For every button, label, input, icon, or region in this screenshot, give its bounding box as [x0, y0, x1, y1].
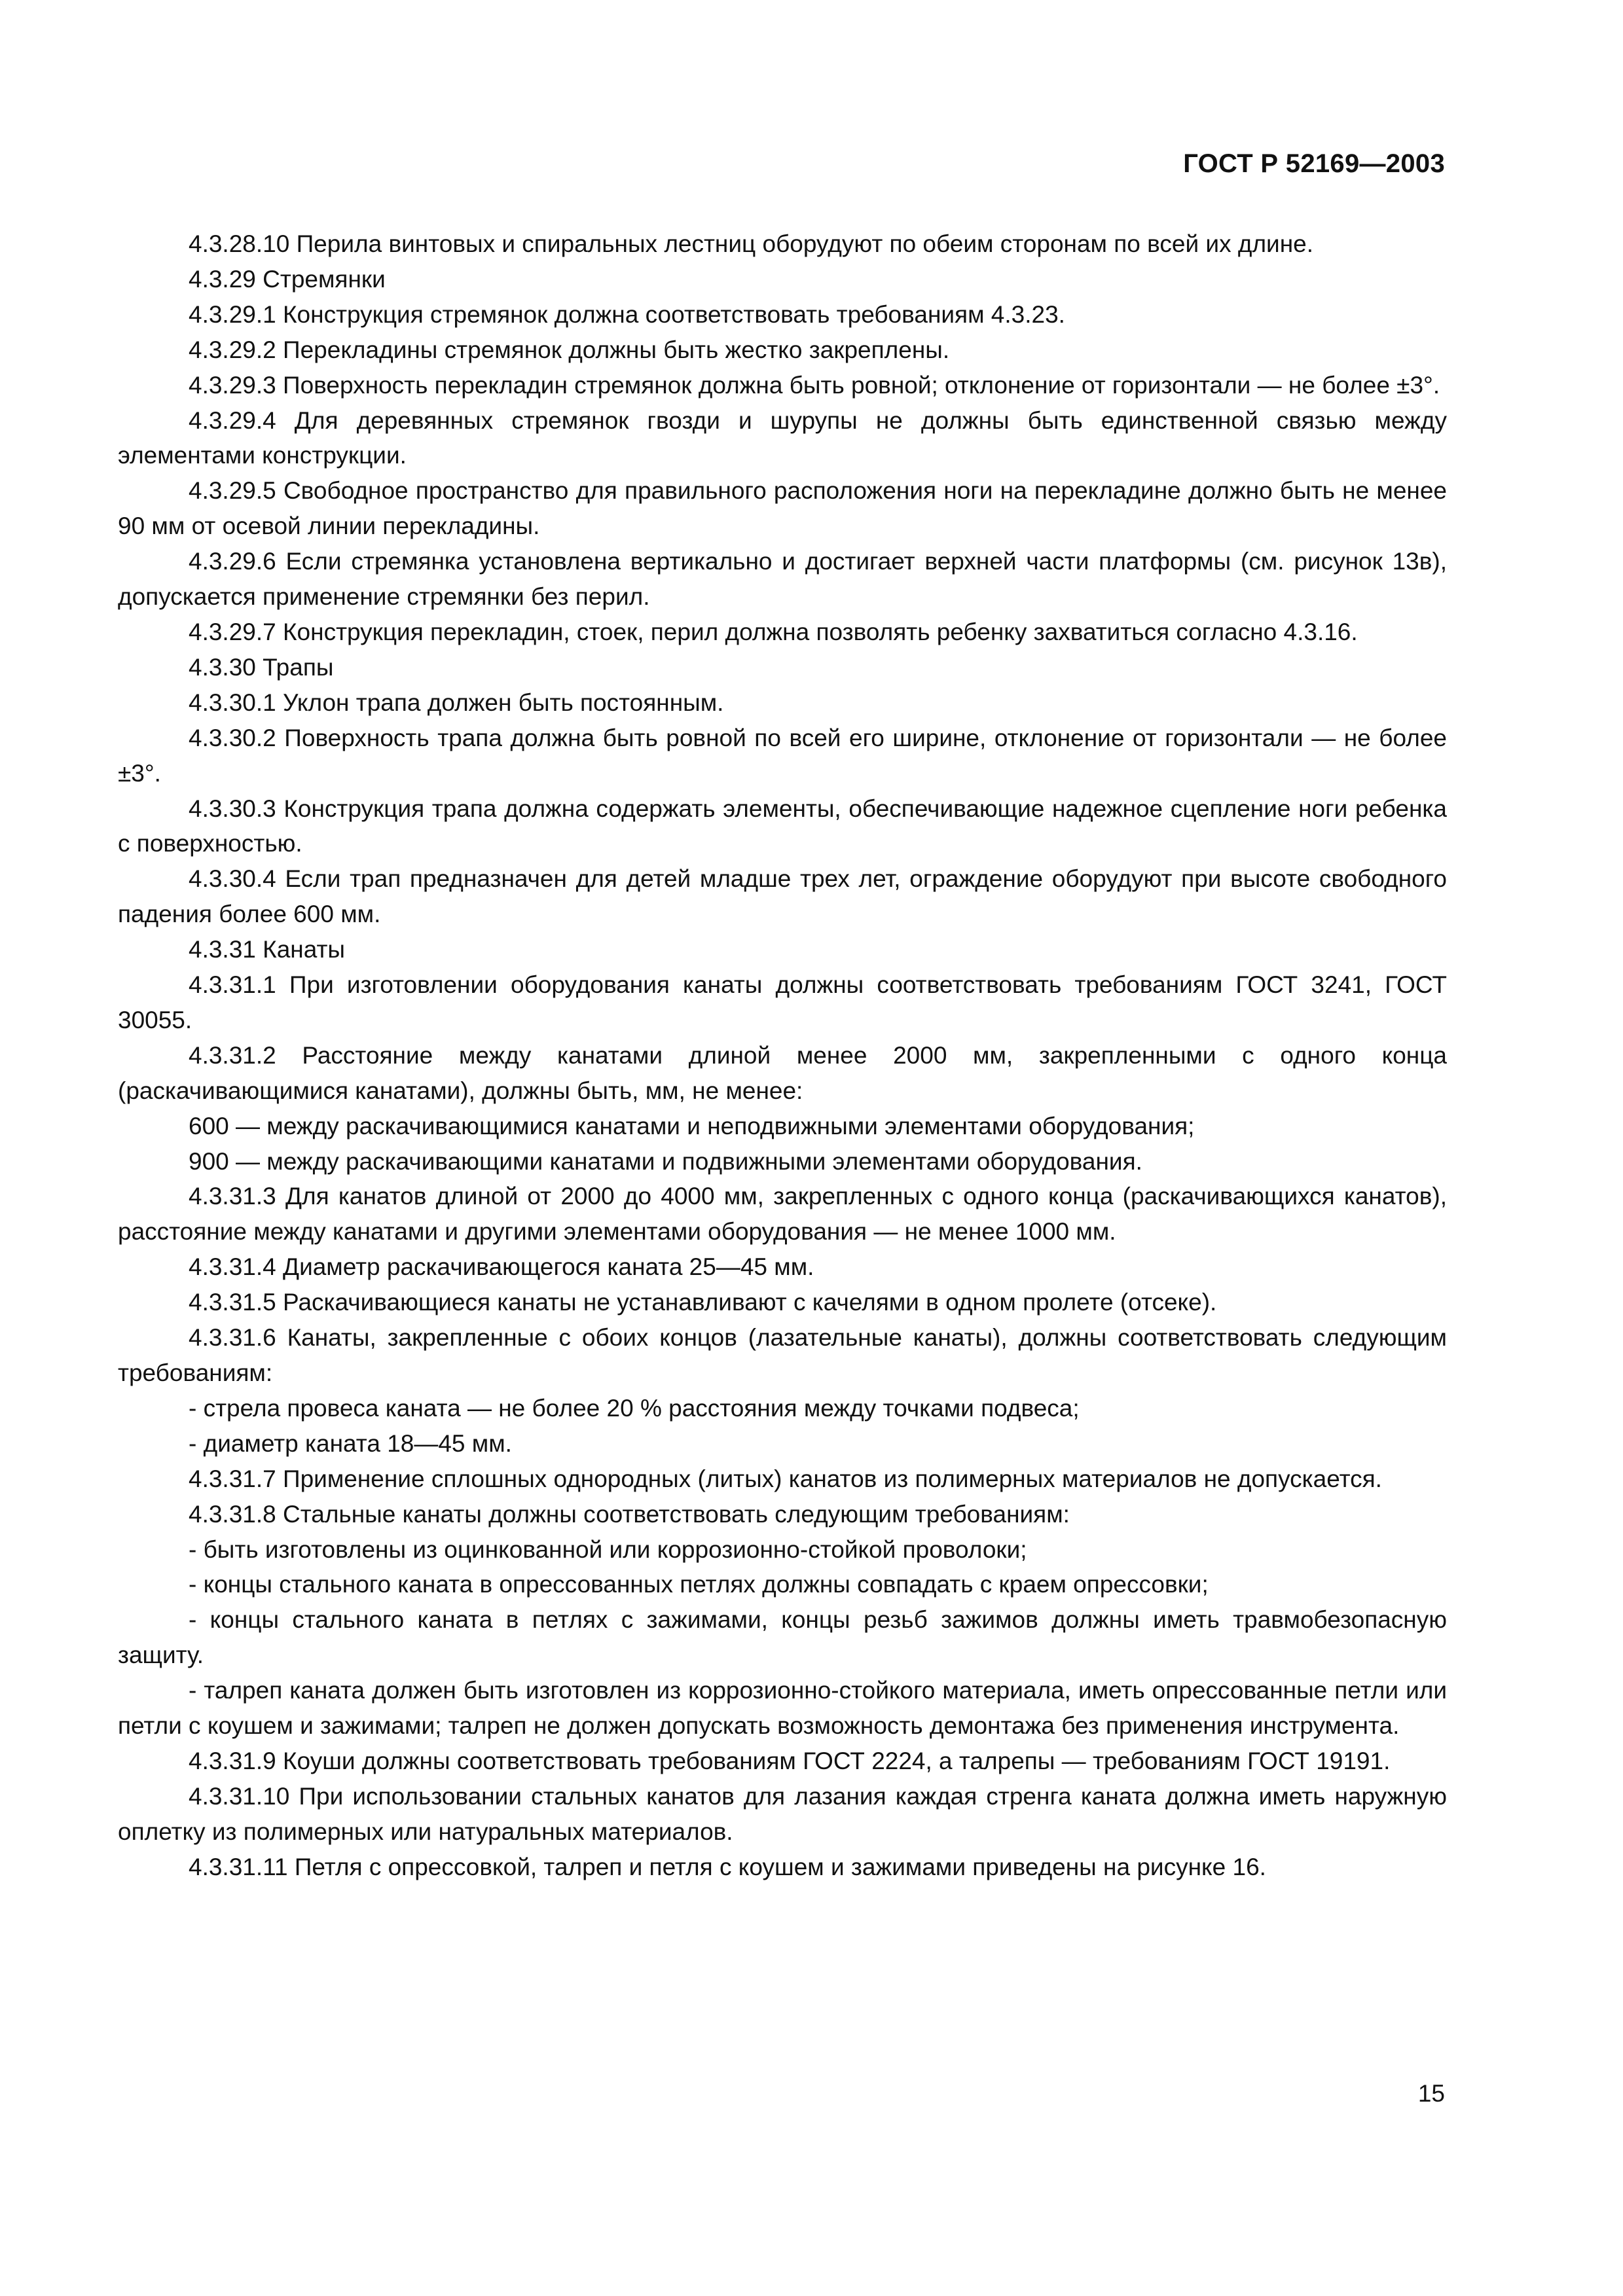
paragraph-4-3-29-3: 4.3.29.3 Поверхность перекладин стремянок должна быть ровной; отклонение от горизонтали — не более ±3°.: [189, 371, 1440, 399]
paragraph-4-3-29-5: 4.3.29.5 Свободное пространство для правильного расположения ноги на перекладине должно быть не менее 90 мм от осевой линии перекладины.: [118, 477, 1447, 540]
paragraph-4-3-31-5: 4.3.31.5 Раскачивающиеся канаты не устанавливают с качелями в одном пролете (отсеке).: [189, 1289, 1217, 1316]
list-item-turnbuckle: - талреп каната должен быть изготовлен из коррозионно-стойкого материала, иметь опрессованные петли или петли с коушем и зажимами; талреп не должен допускать возможность демонтажа без применения инструмента.: [118, 1677, 1447, 1740]
list-item-900: 900 — между раскачивающими канатами и подвижными элементами оборудования.: [189, 1147, 1142, 1175]
paragraph-4-3-31-7: 4.3.31.7 Применение сплошных однородных (литых) канатов из полимерных материалов не допускается.: [189, 1465, 1382, 1492]
paragraph-4-3-31-11: 4.3.31.11 Петля с опрессовкой, талреп и петля с коушем и зажимами приведены на рисунке 16.: [189, 1853, 1266, 1880]
list-item-600: 600 — между раскачивающимися канатами и неподвижными элементами оборудования;: [189, 1112, 1195, 1139]
paragraph-4-3-30-4: 4.3.30.4 Если трап предназначен для детей младше трех лет, ограждение оборудуют при высоте свободного падения более 600 мм.: [118, 865, 1447, 928]
list-item-pressed-loops: - концы стального каната в опрессованных петлях должны совпадать с краем опрессовки;: [189, 1571, 1209, 1598]
paragraph-4-3-30-3: 4.3.30.3 Конструкция трапа должна содержать элементы, обеспечивающие надежное сцепление ноги ребенка с поверхностью.: [118, 795, 1447, 857]
paragraph-4-3-31-2: 4.3.31.2 Расстояние между канатами длиной менее 2000 мм, закрепленными с одного конца (раскачивающимися канатами), должны быть, мм, не менее:: [118, 1041, 1447, 1104]
paragraph-4-3-30-2: 4.3.30.2 Поверхность трапа должна быть ровной по всей его ширине, отклонение от горизонтали — не более ±3°.: [118, 724, 1447, 787]
paragraph-4-3-28-10: 4.3.28.10 Перила винтовых и спиральных лестниц оборудуют по обеим сторонам по всей их длине.: [189, 230, 1313, 257]
paragraph-4-3-29-4: 4.3.29.4 Для деревянных стремянок гвозди и шурупы не должны быть единственной связью между элементами конструкции.: [118, 406, 1447, 469]
document-body: [118, 226, 1447, 1885]
paragraph-4-3-31-3: 4.3.31.3 Для канатов длиной от 2000 до 4000 мм, закрепленных с одного конца (раскачивающихся канатов), расстояние между канатами и другими элементами оборудования — не менее 1000 мм.: [118, 1183, 1447, 1246]
paragraph-4-3-29-6: 4.3.29.6 Если стремянка установлена вертикально и достигает верхней части платформы (см. рисунок 13в), допускается применение стремянки без перил.: [118, 548, 1447, 611]
paragraph-4-3-29-7: 4.3.29.7 Конструкция перекладин, стоек, перил должна позволять ребенку захватиться согласно 4.3.16.: [189, 618, 1358, 645]
paragraph-4-3-31-9: 4.3.31.9 Коуши должны соответствовать требованиям ГОСТ 2224, а талрепы — требованиям ГОСТ 19191.: [189, 1747, 1391, 1774]
list-item-galvanized: - быть изготовлены из оцинкованной или коррозионно-стойкой проволоки;: [189, 1535, 1027, 1563]
document-code-header: ГОСТ Р 52169—2003: [1183, 149, 1445, 178]
paragraph-4-3-31-10: 4.3.31.10 При использовании стальных канатов для лазания каждая стренга каната должна иметь наружную оплетку из полимерных или натуральных материалов.: [118, 1782, 1447, 1845]
list-item-sag: - стрела провеса каната — не более 20 % расстояния между точками подвеса;: [189, 1394, 1080, 1422]
paragraph-4-3-31-4: 4.3.31.4 Диаметр раскачивающегося каната 25—45 мм.: [189, 1253, 814, 1281]
paragraph-4-3-31-8: 4.3.31.8 Стальные канаты должны соответствовать следующим требованиям:: [189, 1500, 1070, 1528]
list-item-diameter: - диаметр каната 18—45 мм.: [189, 1429, 512, 1457]
page-number: 15: [1417, 2080, 1445, 2107]
section-heading-ladders: 4.3.29 Стремянки: [189, 265, 386, 293]
paragraph-4-3-30-1: 4.3.30.1 Уклон трапа должен быть постоянным.: [189, 689, 724, 716]
list-item-clamp-loops: - концы стального каната в петлях с зажимами, концы резьб зажимов должны иметь травмобезопасную защиту.: [118, 1606, 1447, 1669]
paragraph-4-3-31-6: 4.3.31.6 Канаты, закрепленные с обоих концов (лазательные канаты), должны соответствовать следующим требованиям:: [118, 1324, 1447, 1386]
paragraph-4-3-29-2: 4.3.29.2 Перекладины стремянок должны быть жестко закреплены.: [189, 336, 950, 363]
section-heading-ropes: 4.3.31 Канаты: [189, 936, 346, 963]
section-heading-ramps: 4.3.30 Трапы: [189, 653, 334, 681]
paragraph-4-3-29-1: 4.3.29.1 Конструкция стремянок должна соответствовать требованиям 4.3.23.: [189, 300, 1065, 328]
paragraph-4-3-31-1: 4.3.31.1 При изготовлении оборудования канаты должны соответствовать требованиям ГОСТ 3241, ГОСТ 30055.: [118, 971, 1447, 1033]
